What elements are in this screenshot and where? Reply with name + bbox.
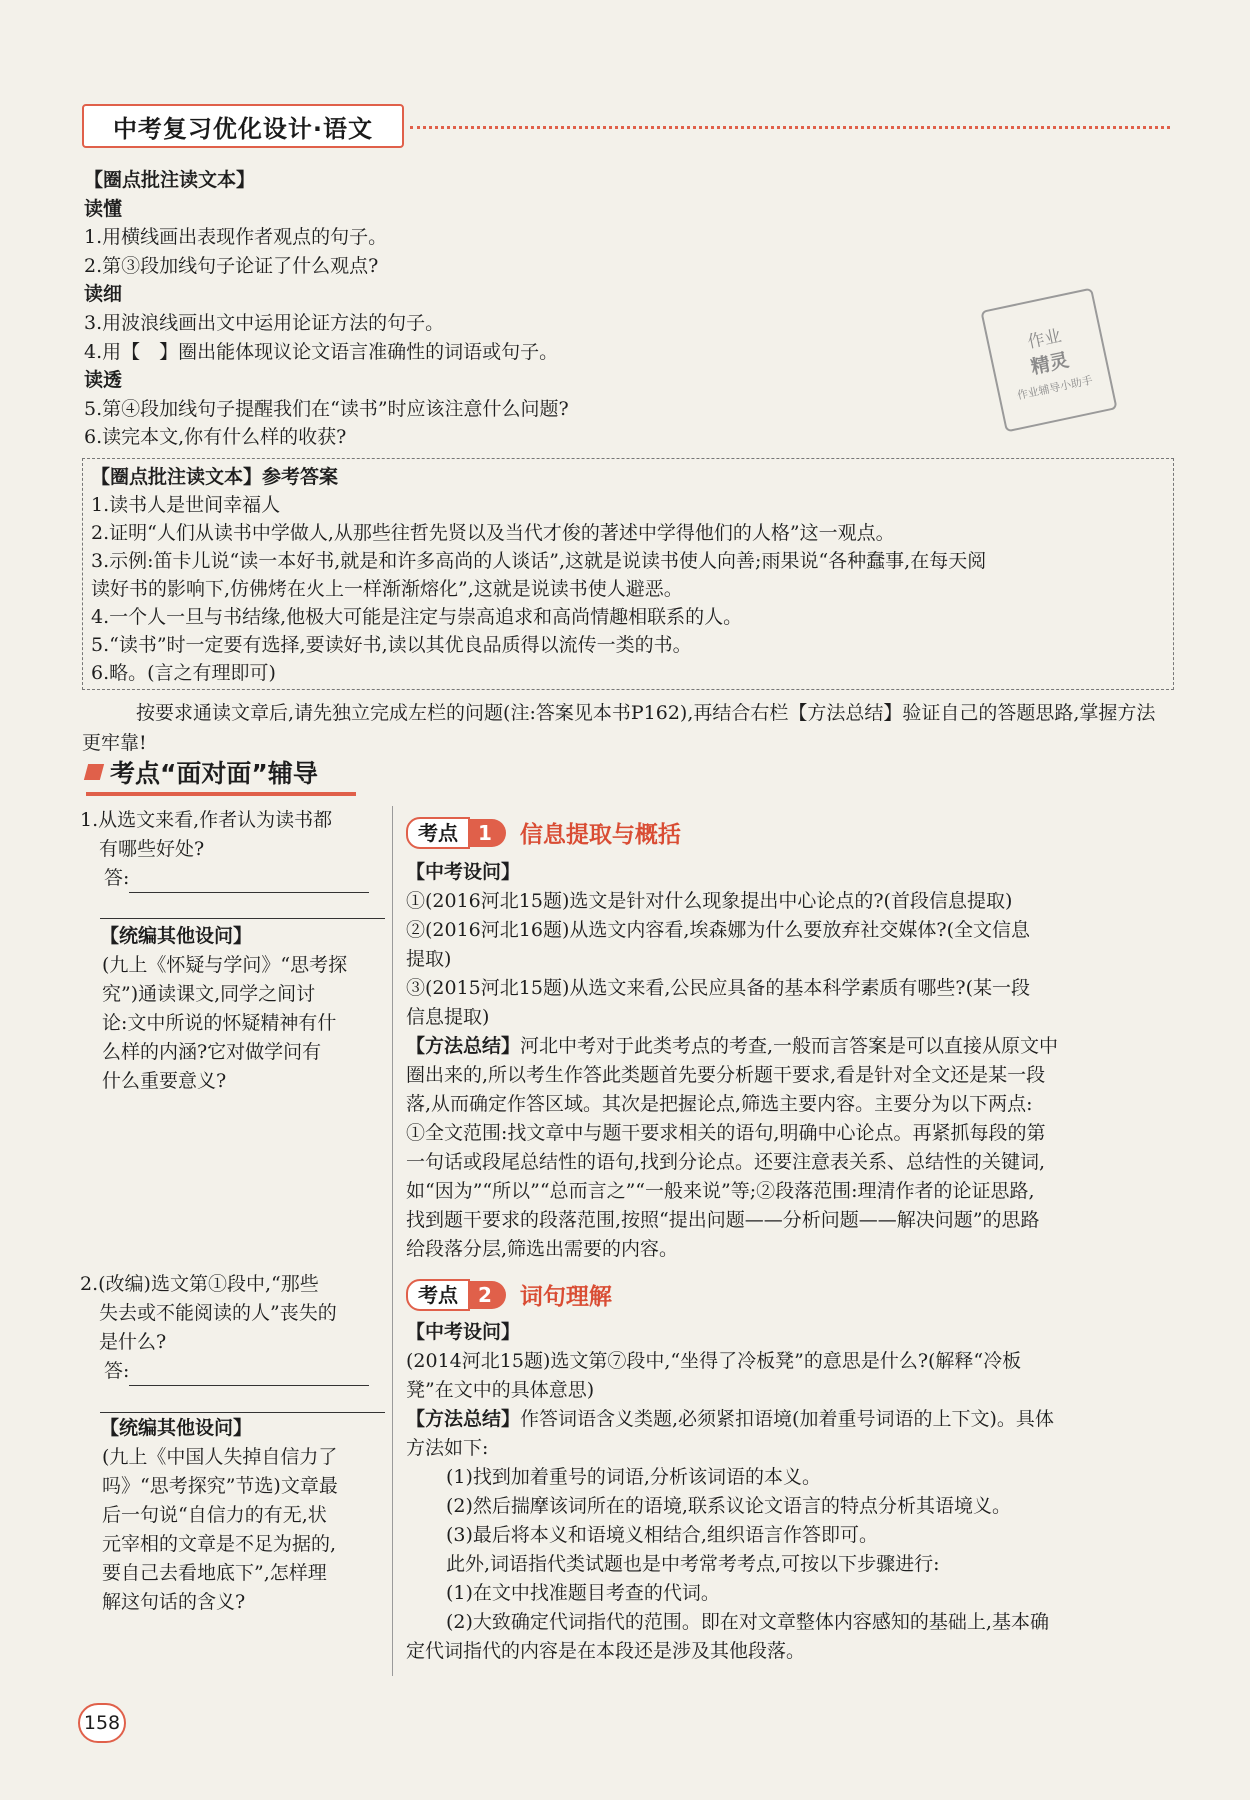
- kaodian-title: 信息提取与概括: [519, 822, 681, 848]
- column-divider: [392, 806, 393, 1676]
- kaodian-1-badge: [406, 816, 681, 849]
- question-line: 失去或不能阅读的人”丧失的: [80, 1302, 337, 1324]
- method-title: 【方法总结】: [406, 1035, 521, 1057]
- zhongkao-line: ③(2015河北15题)从选文来看,公民应具备的基本科学素质有哪些?(某一段: [406, 977, 1030, 999]
- method-step: 定代词指代的内容是在本段还是涉及其他段落。: [406, 1640, 806, 1662]
- zhongkao-line: 凳”在文中的具体意思): [406, 1379, 595, 1401]
- header-dotted-rule: [410, 126, 1170, 129]
- page-number: 158: [78, 1703, 126, 1743]
- question-item: 3.用波浪线画出文中运用论证方法的句子。: [84, 311, 445, 334]
- question-item: 1.用横线画出表现作者观点的句子。: [84, 226, 388, 249]
- answer-row: [80, 1357, 386, 1386]
- zhongkao-line: (2014河北15题)选文第⑦段中,“坐得了冷板凳”的意思是什么?(解释“冷板: [406, 1350, 1022, 1372]
- method-step: 此外,词语指代类试题也是中考常考考点,可按以下步骤进行:: [446, 1553, 940, 1575]
- kaodian-title: 词句理解: [519, 1284, 612, 1310]
- tongbian-line: 究”)通读课文,同学之间讨: [102, 983, 316, 1005]
- tongbian-line: 论:文中所说的怀疑精神有什: [102, 1012, 337, 1034]
- question-item: 4.用【 】圈出能体现议论文语言准确性的词语或句子。: [84, 340, 559, 363]
- answer-line: 1.读书人是世间幸福人: [91, 494, 281, 516]
- method-step: (1)在文中找准题目考查的代词。: [446, 1582, 720, 1604]
- stamp-line: 精灵: [1028, 349, 1071, 379]
- method-step: (2)大致确定代词指代的范围。即在对文章整体内容感知的基础上,基本确: [446, 1611, 1049, 1633]
- separator-line: [100, 1412, 385, 1413]
- reading-title: 【圈点批注读文本】: [84, 169, 256, 191]
- zhongkao-title: 【中考设问】: [406, 861, 521, 883]
- method-line: 给段落分层,筛选出需要的内容。: [406, 1238, 679, 1260]
- tongbian-line: 要自己去看地底下”,怎样理: [102, 1562, 327, 1584]
- method-line: 一句话或段尾总结性的语句,找到分论点。还要注意表关系、总结性的关键词,: [406, 1151, 1046, 1173]
- question-1: [80, 806, 386, 893]
- kaodian-1-content: [406, 858, 1176, 1264]
- method-step: (2)然后揣摩该词所在的语境,联系议论文语言的特点分析其语境义。: [446, 1495, 1011, 1517]
- kaodian-number: 1: [468, 819, 506, 847]
- section-underline: [86, 792, 356, 796]
- answer-row: [80, 864, 386, 893]
- method-line: 找到题干要求的段落范围,按照“提出问题——分析问题——解决问题”的思路: [406, 1209, 1040, 1231]
- tongbian-title: 【统编其他设问】: [100, 1417, 253, 1439]
- method-line: 方法如下:: [406, 1437, 489, 1459]
- question-item: 5.第④段加线句子提醒我们在“读书”时应该注意什么问题?: [84, 397, 569, 420]
- answer-line: 读好书的影响下,仿佛烤在火上一样渐渐熔化”,这就是说读书使人避恶。: [91, 578, 683, 600]
- method-line: 如“因为”“所以”“总而言之”“一般来说”等;②段落范围:理清作者的论证思路,: [406, 1180, 1035, 1202]
- stamp-line: 作业: [1025, 326, 1064, 353]
- question-2: [80, 1270, 386, 1386]
- method-line: [406, 1032, 1176, 1061]
- answer-line: 2.证明“人们从读书中学做人,从那些往哲先贤以及当代才俊的著述中学得他们的人格”这一观点。: [91, 522, 895, 544]
- tongbian-line: 吗》“思考探究”节选)文章最: [102, 1475, 338, 1497]
- method-title: 【方法总结】: [406, 1408, 521, 1430]
- page-header-title: 中考复习优化设计·语文: [82, 104, 404, 148]
- homework-stamp-logo: [980, 288, 1117, 433]
- question-line: 是什么?: [80, 1331, 167, 1353]
- section-heading: [86, 752, 318, 792]
- method-line: [406, 1405, 1176, 1434]
- kaodian-label: 考点: [406, 1279, 470, 1311]
- stamp-line: 作业辅导小助手: [1015, 373, 1094, 403]
- answer-blank[interactable]: [129, 870, 369, 893]
- method-line: 落,从而确定作答区域。其次是把握论点,筛选主要内容。主要分为以下两点:: [406, 1093, 1033, 1115]
- tongbian-line: (九上《中国人失掉自信力了: [102, 1446, 338, 1468]
- question-line: 2.(改编)选文第①段中,“那些: [80, 1273, 319, 1295]
- section-title-text: 考点“面对面”辅导: [110, 759, 318, 788]
- group-heading: 读细: [84, 283, 123, 306]
- group-heading: 读懂: [84, 197, 123, 220]
- question-item: 6.读完本文,你有什么样的收获?: [84, 426, 347, 449]
- method-text: 河北中考对于此类考点的考查,一般而言答案是可以直接从原文中: [520, 1035, 1059, 1057]
- answer-line: 4.一个人一旦与书结缘,他极大可能是注定与崇高追求和高尚情趣相联系的人。: [91, 606, 743, 628]
- method-step: (1)找到加着重号的词语,分析该词语的本义。: [446, 1466, 821, 1488]
- zhongkao-title: 【中考设问】: [406, 1321, 521, 1343]
- separator-line: [100, 918, 385, 919]
- tongbian-title: 【统编其他设问】: [100, 925, 253, 947]
- zhongkao-line: 信息提取): [406, 1006, 490, 1028]
- tongbian-line: 解这句话的含义?: [102, 1591, 246, 1613]
- reading-section: [84, 166, 569, 452]
- tongbian-line: 什么重要意义?: [102, 1070, 227, 1092]
- kaodian-2-content: [406, 1318, 1176, 1666]
- method-step: (3)最后将本义和语境义相结合,组织语言作答即可。: [446, 1524, 878, 1546]
- method-line: 圈出来的,所以考生作答此类题首先要分析题干要求,看是针对全文还是某一段: [406, 1064, 1046, 1086]
- question-line: 1.从选文来看,作者认为读书都: [80, 809, 333, 831]
- zhongkao-line: ②(2016河北16题)从选文内容看,埃森娜为什么要放弃社交媒体?(全文信息: [406, 919, 1030, 941]
- question-line: 有哪些好处?: [80, 838, 205, 860]
- zhongkao-line: ①(2016河北15题)选文是针对什么现象提出中心论点的?(首段信息提取): [406, 890, 1013, 912]
- kaodian-2-badge: [406, 1278, 612, 1311]
- tongbian-line: 么样的内涵?它对做学问有: [102, 1041, 322, 1063]
- method-line: ①全文范围:找文章中与题干要求相关的语句,明确中心论点。再紧抓每段的第: [406, 1122, 1046, 1144]
- answer-label: 答:: [104, 867, 130, 889]
- method-text: 作答词语含义类题,必须紧扣语境(加着重号词语的上下文)。具体: [520, 1408, 1054, 1430]
- answer-line: 6.略。(言之有理即可): [91, 662, 276, 684]
- tongbian-line: 后一句说“自信力的有无,状: [102, 1504, 327, 1526]
- answer-line: 3.示例:笛卡儿说“读一本好书,就是和许多高尚的人谈话”,这就是说读书使人向善;雨果说“各种蠢事,在每天阅: [91, 550, 987, 572]
- tongbian-line: (九上《怀疑与学问》“思考探: [102, 954, 348, 976]
- tongbian-line: 元宰相的文章是不足为据的,: [102, 1533, 337, 1555]
- answer-line: 5.“读书”时一定要有选择,要读好书,读以其优良品质得以流传一类的书。: [91, 634, 692, 656]
- answer-label: 答:: [104, 1360, 130, 1382]
- question-item: 2.第③段加线句子论证了什么观点?: [84, 254, 379, 277]
- answer-title: 【圈点批注读文本】参考答案: [91, 466, 339, 488]
- zhongkao-line: 提取): [406, 948, 452, 970]
- group-heading: 读透: [84, 369, 123, 392]
- kaodian-number: 2: [468, 1281, 506, 1309]
- answer-blank[interactable]: [129, 1363, 369, 1386]
- tongbian-2: [80, 1414, 386, 1617]
- kaodian-label: 考点: [406, 817, 470, 849]
- intro-paragraph: 按要求通读文章后,请先独立完成左栏的问题(注:答案见本书P162),再结合右栏【方法总结】验证自己的答题思路,掌握方法更牢靠!: [82, 702, 1156, 754]
- tongbian-1: [80, 922, 386, 1096]
- section-marker-icon: [84, 764, 104, 780]
- reference-answer-box: [82, 458, 1174, 690]
